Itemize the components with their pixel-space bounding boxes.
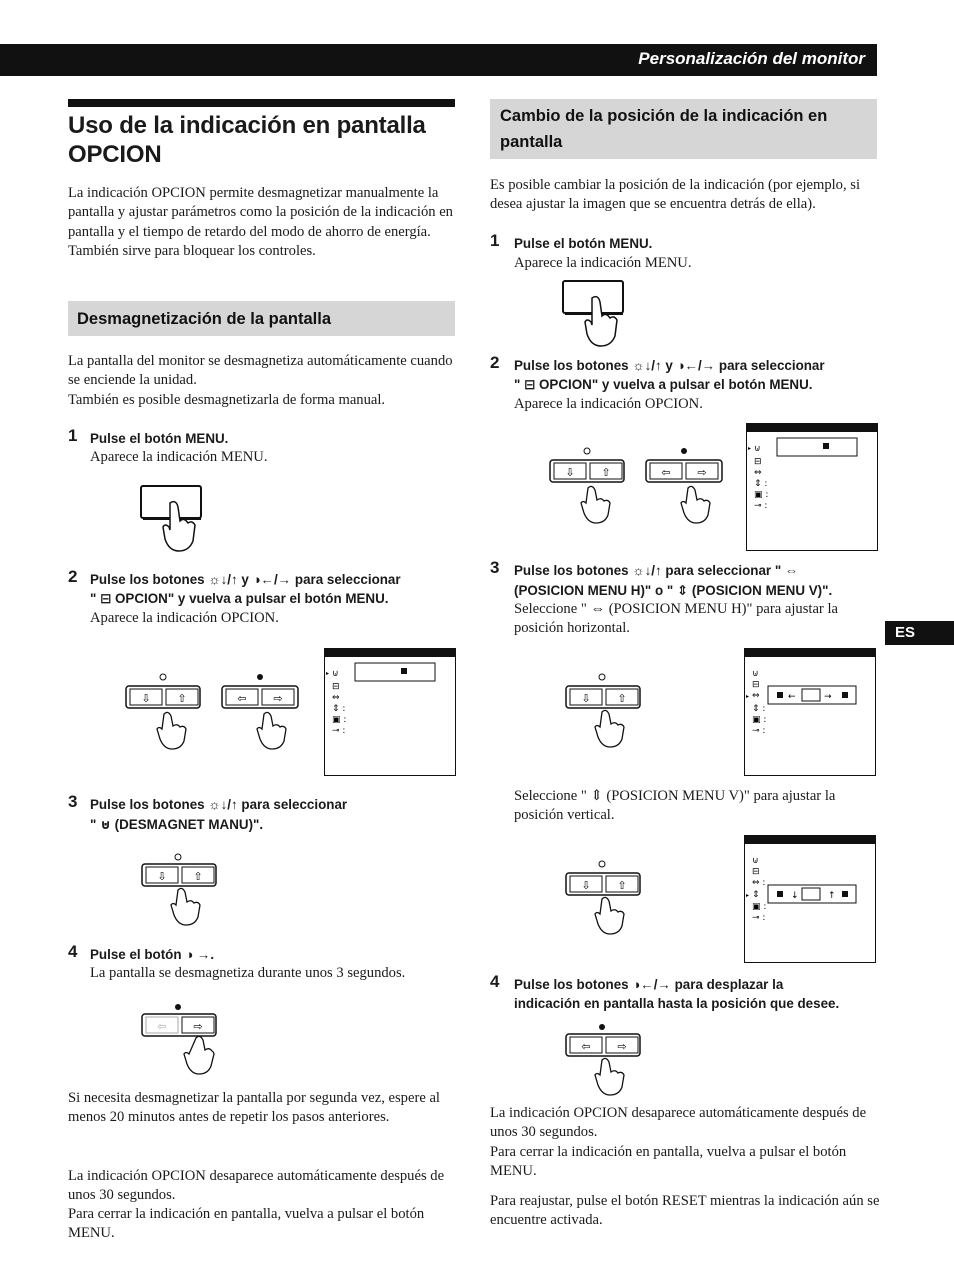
svg-text:⊸ :: ⊸ :	[754, 501, 768, 511]
svg-text:⊍: ⊍	[752, 669, 759, 679]
menu-position-h-screen	[744, 648, 876, 776]
brightness-buttons-illustration	[564, 857, 644, 937]
svg-text:⇨: ⇨	[697, 466, 707, 479]
svg-text:⇦: ⇦	[237, 692, 247, 705]
svg-text:▸: ▸	[746, 693, 750, 700]
svg-text:⊸ :: ⊸ :	[332, 726, 346, 736]
svg-text:⇨: ⇨	[193, 1020, 203, 1033]
step-instruction: Pulse los botones ◑←/→ para desplazar la	[514, 977, 784, 992]
svg-text:▸: ▸	[748, 445, 752, 452]
paragraph: También es posible desmagnetizarla de forma manual.	[68, 392, 386, 408]
note-paragraph: Si necesita desmagnetizar la pantalla por segunda vez, espere al menos 20 minutos antes de repetir los pasos anteriores.	[68, 1090, 440, 1126]
svg-text:⇩: ⇩	[565, 466, 575, 479]
svg-text:⇧: ⇧	[601, 466, 611, 479]
step-instruction: " ⊍ (DESMAGNET MANU)".	[90, 817, 264, 832]
svg-text:⊟: ⊟	[752, 680, 760, 690]
menu-position-v-screen	[744, 835, 876, 963]
svg-text:⊍: ⊍	[332, 669, 339, 679]
contrast-buttons-illustration	[564, 1020, 644, 1098]
svg-text:⇔: ⇔	[754, 468, 762, 478]
svg-text:⇩: ⇩	[581, 692, 591, 705]
contrast-buttons-illustration	[140, 1000, 220, 1076]
svg-text:⇔: ⇔	[752, 691, 760, 701]
step-result: Aparece la indicación OPCION.	[514, 396, 703, 412]
step-result: posición horizontal.	[514, 620, 630, 636]
step-result: Seleccione " ⇔ (POSICION MENU H)" para ajustar la	[514, 601, 838, 617]
step-number: 3	[68, 792, 78, 811]
step-number: 3	[490, 558, 500, 577]
note-paragraph: La indicación OPCION desaparece automáticamente después de unos 30 segundos.	[490, 1105, 867, 1141]
note-paragraph: Para cerrar la indicación en pantalla, vuelva a pulsar el botón MENU.	[490, 1144, 847, 1180]
opcion-menu-screen	[746, 423, 878, 551]
svg-text:⇦: ⇦	[581, 1040, 591, 1053]
svg-text:▣ :: ▣ :	[754, 490, 769, 500]
svg-text:⇧: ⇧	[617, 692, 627, 705]
svg-text:⇦: ⇦	[157, 1020, 167, 1033]
svg-text:⊟: ⊟	[332, 682, 340, 692]
note-paragraph: Para cerrar la indicación en pantalla, vuelva a pulsar el botón MENU.	[68, 1206, 425, 1242]
svg-text:⇕ :: ⇕ :	[752, 704, 766, 714]
subheading: Desmagnetización de la pantalla	[77, 310, 331, 328]
svg-text:←: ←	[788, 692, 796, 702]
svg-text:⇩: ⇩	[141, 692, 151, 705]
paragraph: La pantalla del monitor se desmagnetiza automáticamente cuando se enciende la unidad.	[68, 353, 453, 389]
language-tab: ES	[885, 621, 954, 645]
svg-text:⇩: ⇩	[581, 879, 591, 892]
svg-text:⊸ :: ⊸ :	[752, 913, 766, 923]
svg-text:⊟: ⊟	[754, 457, 762, 467]
svg-text:↑: ↑	[828, 891, 836, 901]
step-instruction: Pulse los botones ☼↓/↑ y ◑←/→ para seleccionar	[514, 358, 825, 373]
svg-text:⇨: ⇨	[617, 1040, 627, 1053]
svg-text:⇧: ⇧	[177, 692, 187, 705]
svg-text:⇨: ⇨	[273, 692, 283, 705]
svg-text:▣ :: ▣ :	[332, 715, 347, 725]
subheading: Cambio de la posición de la indicación en pantalla	[500, 107, 828, 151]
svg-text:⇕ :: ⇕ :	[754, 479, 768, 489]
step-result: posición vertical.	[514, 807, 615, 823]
step-number: 4	[490, 972, 500, 991]
header-bar	[0, 44, 877, 76]
step-instruction: Pulse los botones ☼↓/↑ y ◑←/→ para seleccionar	[90, 572, 401, 587]
step-instruction: (POSICION MENU H)" o " ⇕ (POSICION MENU V)".	[514, 583, 833, 598]
step-result: Aparece la indicación MENU.	[90, 449, 268, 465]
page-title: Uso de la indicación en pantalla OPCION	[68, 112, 426, 168]
svg-text:⇔: ⇔	[332, 693, 340, 703]
step-result: La pantalla se desmagnetiza durante unos 3 segundos.	[90, 965, 406, 981]
step-instruction: Pulse los botones ☼↓/↑ para seleccionar " ⇔	[514, 563, 799, 578]
svg-text:→: →	[824, 692, 832, 702]
intro-paragraph: La indicación OPCION permite desmagnetizar manualmente la pantalla y ajustar parámetros como la posición de la indicación en pantalla y el tiempo de retardo del modo de ahorro de energía. También sirve para bloquear los controles.	[68, 185, 453, 260]
step-result: Aparece la indicación OPCION.	[90, 610, 279, 626]
step-instruction: Pulse el botón ◑ →.	[90, 947, 215, 962]
step-number: 1	[68, 426, 78, 445]
intro-paragraph: Es posible cambiar la posición de la indicación (por ejemplo, si desea ajustar la imagen que se encuentra detrás de ella).	[490, 177, 861, 213]
svg-text:⇕ :: ⇕ :	[332, 704, 346, 714]
step-number: 4	[68, 942, 78, 961]
svg-text:⇔ :: ⇔ :	[752, 878, 766, 888]
step-number: 2	[68, 567, 78, 586]
menu-button-press-illustration	[138, 483, 208, 553]
subheading-box	[68, 301, 455, 336]
svg-text:⇧: ⇧	[617, 879, 627, 892]
svg-text:▣ :: ▣ :	[752, 715, 767, 725]
step-result: Seleccione " ⇕ (POSICION MENU V)" para ajustar la	[514, 788, 836, 804]
step-instruction: " ⊟ OPCION" y vuelva a pulsar el botón MENU.	[514, 377, 813, 392]
step-result: Aparece la indicación MENU.	[514, 255, 692, 271]
svg-text:▸: ▸	[326, 670, 330, 677]
step-instruction: indicación en pantalla hasta la posición que desee.	[514, 996, 840, 1011]
svg-text:⇕: ⇕	[752, 890, 760, 900]
buttons-illustration	[548, 444, 728, 524]
svg-text:⊍: ⊍	[752, 856, 759, 866]
note-paragraph: La indicación OPCION desaparece automáticamente después de unos 30 segundos.	[68, 1168, 445, 1204]
title-rule	[68, 99, 455, 107]
subheading-box	[490, 99, 877, 159]
note-paragraph: Para reajustar, pulse el botón RESET mientras la indicación aún se encuentre activada.	[490, 1193, 880, 1229]
svg-text:⊟: ⊟	[752, 867, 760, 877]
svg-text:⇦: ⇦	[661, 466, 671, 479]
step-instruction: Pulse el botón MENU.	[90, 431, 229, 446]
step-number: 1	[490, 231, 500, 250]
svg-text:⇩: ⇩	[157, 870, 167, 883]
section-title: Personalización del monitor	[638, 49, 865, 68]
brightness-buttons-illustration	[564, 670, 644, 750]
brightness-buttons-illustration	[140, 850, 220, 930]
svg-text:⊸ :: ⊸ :	[752, 726, 766, 736]
svg-text:▸: ▸	[746, 892, 750, 899]
step-instruction: " ⊟ OPCION" y vuelva a pulsar el botón MENU.	[90, 591, 389, 606]
svg-text:▣ :: ▣ :	[752, 902, 767, 912]
svg-text:↓: ↓	[791, 891, 799, 901]
svg-text:⇧: ⇧	[193, 870, 203, 883]
opcion-menu-screen	[324, 648, 456, 776]
svg-text:⊍: ⊍	[754, 444, 761, 454]
step-instruction: Pulse el botón MENU.	[514, 236, 653, 251]
step-instruction: Pulse los botones ☼↓/↑ para seleccionar	[90, 797, 348, 812]
buttons-illustration	[124, 670, 304, 750]
menu-button-press-illustration	[560, 278, 630, 348]
step-number: 2	[490, 353, 500, 372]
